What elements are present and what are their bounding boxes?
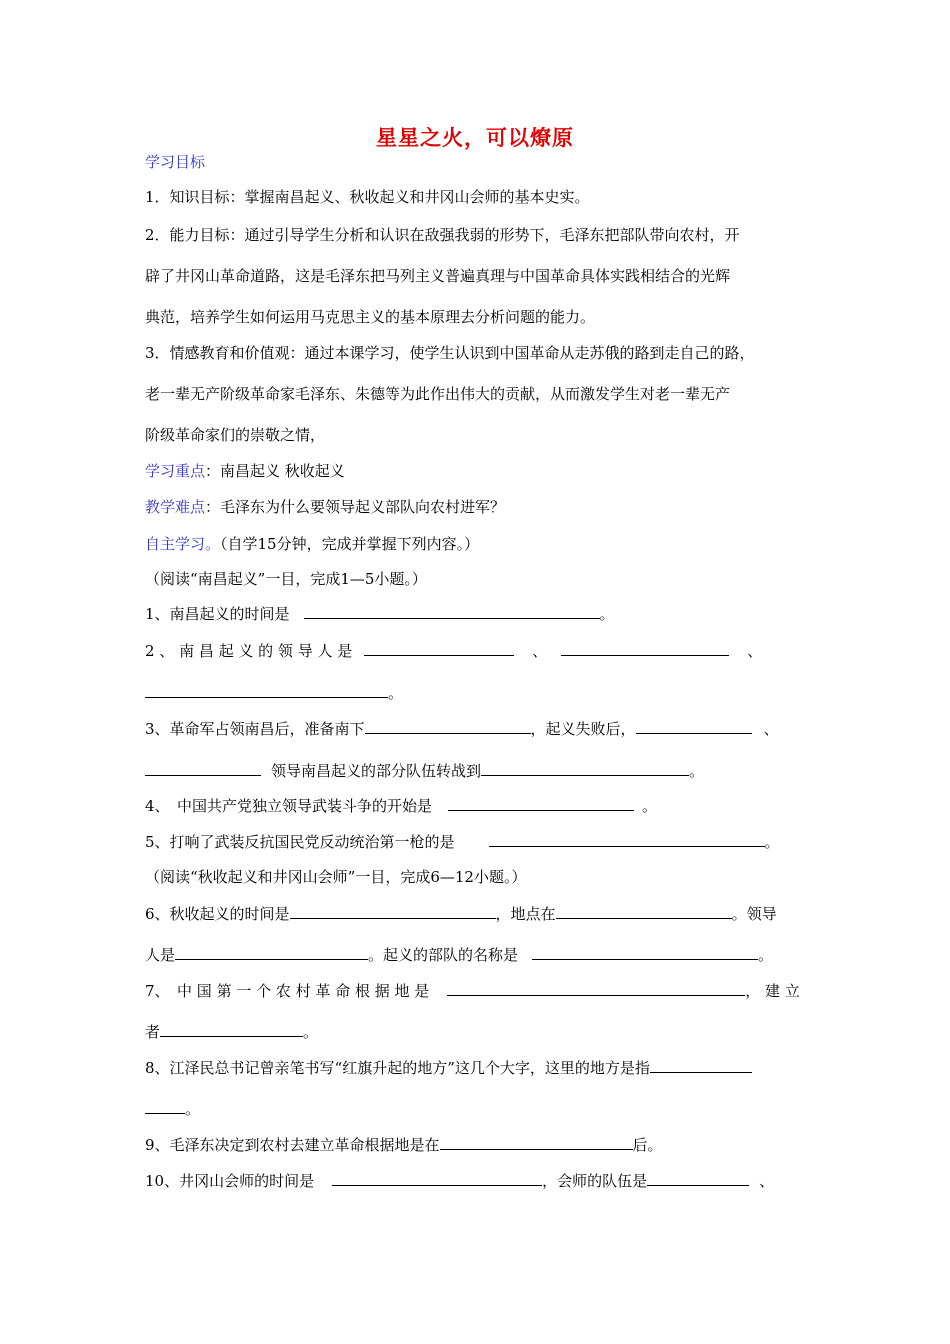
answer-blank[interactable] (332, 1171, 542, 1186)
answer-blank[interactable] (365, 719, 531, 734)
answer-blank[interactable] (175, 945, 368, 960)
answer-blank[interactable] (145, 683, 388, 698)
question-9: 9、毛泽东决定到农村去建立革命根据地是在 后。 (145, 1136, 663, 1154)
answer-blank[interactable] (481, 761, 689, 776)
question-4: 4、 中国共产党独立领导武装斗争的开始是 。 (145, 797, 658, 815)
objective-line: 辟了井冈山革命道路，这是毛泽东把马列主义普遍真理与中国革命具体实践相结合的光辉 (145, 267, 731, 285)
objective-line: 典范，培养学生如何运用马克思主义的基本原理去分析问题的能力。 (145, 308, 596, 326)
answer-blank[interactable] (532, 945, 758, 960)
answer-blank[interactable] (636, 719, 752, 734)
key-points (145, 461, 345, 481)
key-points-text: ：南昌起义 秋收起义 (205, 462, 345, 480)
question-8-cont: 。 (145, 1099, 200, 1119)
reading-instruction-1: （阅读“南昌起义”一目，完成1—5小题。） (145, 570, 427, 588)
question-8: 8、江泽民总书记曾亲笔书写“红旗升起的地方”这几个大字，这里的地方是指 (145, 1058, 752, 1078)
objective-line: 2．能力目标：通过引导学生分析和认识在敌强我弱的形势下，毛泽东把部队带向农村，开 (145, 226, 740, 244)
answer-blank[interactable] (364, 641, 514, 656)
question-6-cont: 人是 。起义的部队的名称是 。 (145, 946, 774, 964)
question-7-cont: 者 。 (145, 1023, 319, 1041)
answer-blank[interactable] (647, 1171, 749, 1186)
answer-blank[interactable] (145, 761, 261, 776)
self-study (145, 534, 479, 554)
objective-line: 阶级革命家们的崇敬之情， (145, 426, 326, 444)
answer-blank[interactable] (447, 981, 745, 996)
objective-line: 老一辈无产阶级革命家毛泽东、朱德等为此作出伟大的贡献，从而激发学生对老一辈无产 (145, 385, 731, 403)
question-5: 5、打响了武装反抗国民党反动统治第一枪的是 。 (145, 833, 780, 851)
question-2: 2 、 南 昌 起 义 的 领 导 人 是 、 、 (145, 642, 763, 660)
answer-blank[interactable] (489, 832, 765, 847)
answer-blank[interactable] (561, 641, 729, 656)
objective-line: 1．知识目标：掌握南昌起义、秋收起义和井冈山会师的基本史实。 (145, 188, 590, 206)
question-10: 10、井冈山会师的时间是 ，会师的队伍是 、 (145, 1172, 775, 1190)
difficulty-label: 教学难点 (145, 498, 206, 516)
answer-blank[interactable] (440, 1135, 633, 1150)
answer-blank[interactable] (290, 904, 496, 919)
objective-line: 3．情感教育和价值观：通过本课学习，使学生认识到中国革命从走苏俄的路到走自己的路， (145, 344, 755, 362)
objectives-heading: 学习目标 (145, 153, 206, 171)
page-title: 星星之火，可以燎原 (376, 125, 574, 150)
self-study-label: 自主学习。 (145, 535, 221, 553)
key-points-label: 学习重点 (145, 462, 206, 480)
answer-blank[interactable] (145, 1099, 185, 1114)
question-6: 6、秋收起义的时间是 ，地点在 。领导 (145, 905, 777, 923)
self-study-text: （自学15分钟，完成并掌握下列内容。） (220, 535, 480, 553)
question-7: 7、 中 国 第 一 个 农 村 革 命 根 据 地 是 ， 建 立 (145, 982, 800, 1000)
answer-blank[interactable] (556, 904, 732, 919)
difficulty-text: ：毛泽东为什么要领导起义部队向农村进军？ (205, 498, 506, 516)
answer-blank[interactable] (304, 604, 600, 619)
answer-blank[interactable] (650, 1058, 752, 1073)
question-1: 1、南昌起义的时间是 。 (145, 605, 615, 623)
question-2-cont: 。 (145, 683, 403, 703)
answer-blank[interactable] (448, 796, 634, 811)
reading-instruction-2: （阅读“秋收起义和井冈山会师”一目，完成6—12小题。） (145, 868, 527, 886)
question-3-cont: 领导南昌起义的部分队伍转战到 。 (145, 761, 704, 781)
question-3: 3、革命军占领南昌后，准备南下 ，起义失败后， 、 (145, 720, 779, 738)
answer-blank[interactable] (160, 1022, 303, 1037)
difficulty (145, 497, 505, 517)
